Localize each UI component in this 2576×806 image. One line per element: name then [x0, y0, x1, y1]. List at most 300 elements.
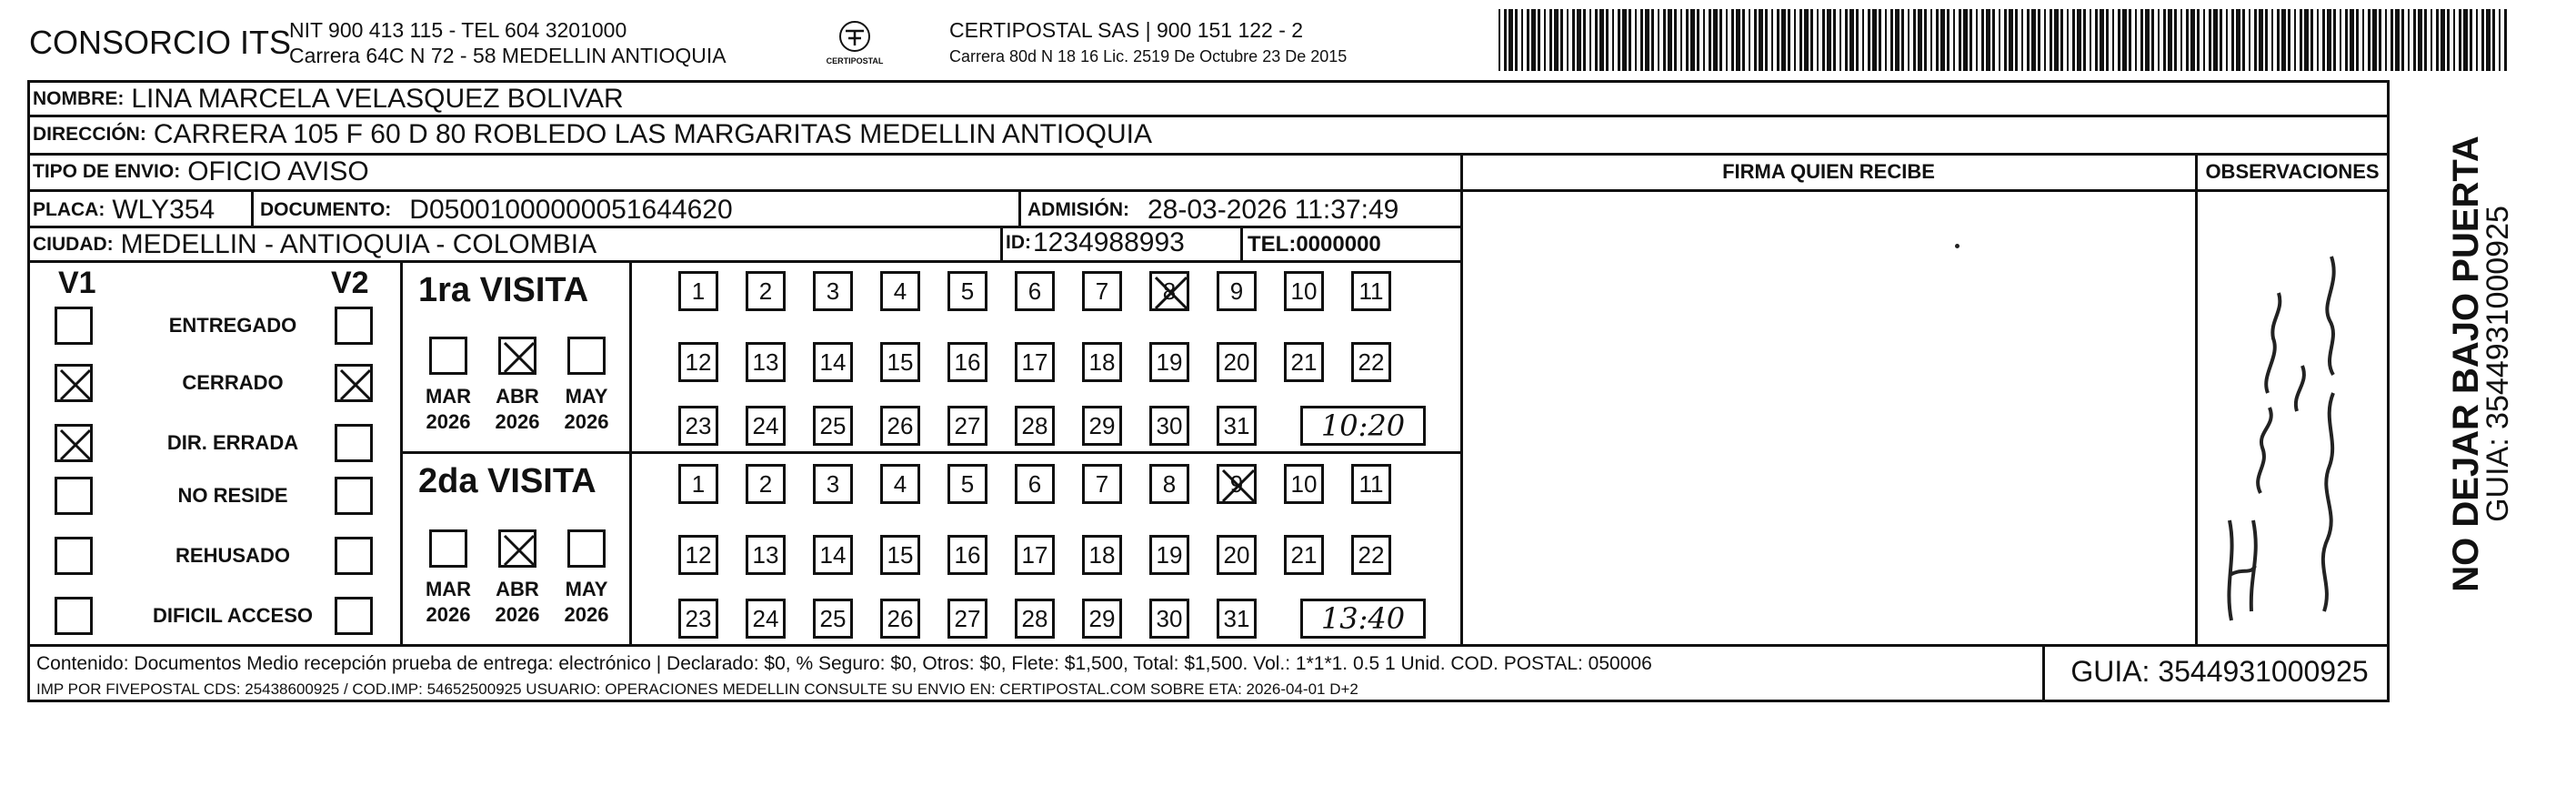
barcode-bar	[2180, 9, 2182, 71]
company-name: CONSORCIO ITS	[29, 24, 292, 61]
barcode-bar	[1531, 9, 1536, 71]
barcode-bar	[2281, 9, 2286, 71]
barcode-bar	[2372, 9, 2377, 71]
barcode-bar	[1924, 9, 1927, 71]
month-name: MAY	[565, 385, 608, 408]
barcode-bar	[2151, 9, 2154, 71]
barcode-bar	[1703, 9, 1705, 71]
visit1-month-checkbox-2[interactable]	[567, 337, 606, 375]
day-number: 26	[887, 411, 914, 439]
barcode-bar	[1777, 9, 1779, 71]
barcode-bar	[2385, 9, 2387, 71]
visit2-month-checkbox-0[interactable]	[429, 529, 467, 568]
v2-checkbox-0[interactable]	[335, 307, 373, 345]
month-year: 2026	[564, 410, 609, 433]
visit2-day-29[interactable]	[1082, 599, 1122, 639]
visit1-day-31[interactable]	[1217, 406, 1257, 446]
barcode-bar	[2231, 9, 2234, 71]
admission-field	[1027, 195, 1455, 226]
logo-text: CERTIPOSTAL	[826, 56, 884, 65]
barcode-bar	[2499, 9, 2501, 71]
barcode-bar	[2431, 9, 2432, 71]
day-number: 26	[887, 604, 914, 632]
side-guia: GUIA: 3544931000925	[2481, 206, 2515, 522]
barcode-bar	[2038, 9, 2040, 71]
visit2-day-17[interactable]	[1015, 535, 1055, 575]
barcode-bar	[2463, 9, 2468, 71]
barcode-bar	[2060, 9, 2063, 71]
visit2-day-1[interactable]	[678, 464, 718, 504]
day-number: 1	[691, 277, 706, 305]
barcode-bar	[2163, 9, 2166, 71]
barcode-bar	[2226, 9, 2228, 71]
barcode-bar	[2277, 9, 2280, 71]
visit1-day-28[interactable]	[1015, 406, 1055, 446]
footer-contents: Contenido: Documentos Medio recepción prueba de entrega: electrónico | Declarado: $0, % Seguro: $0, Otros: $0, Flete: $1,500, Total: $1,500. Vol.: 1*1*1. 0.5 1 Unid. COD. POSTAL: 050006	[36, 653, 1652, 674]
visit1-day-16[interactable]	[947, 342, 987, 382]
visit1-day-20[interactable]	[1217, 342, 1257, 382]
visit1-day-30[interactable]	[1149, 406, 1189, 446]
document-field	[260, 195, 1015, 226]
day-number: 8	[1162, 469, 1177, 498]
visit2-title: 2da VISITA	[418, 462, 596, 500]
day-number: 16	[954, 348, 981, 376]
name-field	[33, 86, 2379, 113]
visit1-day-7[interactable]	[1082, 271, 1122, 311]
barcode-bar	[2197, 9, 2200, 71]
tel-value: 0000000	[1296, 232, 1381, 257]
visit1-day-6[interactable]	[1015, 271, 1055, 311]
stray-mark	[1955, 244, 1960, 248]
visit1-month-checkbox-0[interactable]	[429, 337, 467, 375]
barcode-bar	[1872, 9, 1877, 71]
barcode-bar	[2027, 9, 2030, 71]
visit2-day-2[interactable]	[746, 464, 786, 504]
visit1-day-14[interactable]	[813, 342, 853, 382]
day-number: 6	[1027, 469, 1042, 498]
barcode-bar	[2054, 9, 2059, 71]
visit1-day-24[interactable]	[746, 406, 786, 446]
barcode-bar	[1879, 9, 1881, 71]
barcode-bar	[2009, 9, 2013, 71]
barcode-bar	[2077, 9, 2081, 71]
barcode-bar	[1817, 9, 1819, 71]
barcode-bar	[2294, 9, 2296, 71]
day-number: 14	[819, 540, 847, 569]
day-number: 6	[1027, 277, 1042, 305]
visit1-day-26[interactable]	[880, 406, 920, 446]
visit1-day-19[interactable]	[1149, 342, 1189, 382]
visit2-day-8[interactable]	[1149, 464, 1189, 504]
barcode-bar	[1690, 9, 1695, 71]
barcode-bar	[1794, 9, 1796, 71]
day-number: 4	[893, 469, 907, 498]
status-label: ENTREGADO	[168, 314, 297, 337]
barcode-bar	[1822, 9, 1825, 71]
status-label: DIR. ERRADA	[166, 431, 299, 454]
visit2-day-7[interactable]	[1082, 464, 1122, 504]
v2-checkbox-4[interactable]	[335, 537, 373, 575]
status-label: DIFICIL ACCESO	[152, 604, 313, 627]
barcode-bar	[1759, 9, 1763, 71]
barcode-bar	[1963, 9, 1968, 71]
barcode-bar	[2310, 9, 2313, 71]
barcode-bar	[1845, 9, 1848, 71]
visit1-title: 1ra VISITA	[418, 271, 589, 309]
barcode-bar	[1970, 9, 1972, 71]
visit2-day-27[interactable]	[947, 599, 987, 639]
barcode-bar	[2095, 9, 2098, 71]
visit1-day-10[interactable]	[1284, 271, 1324, 311]
courier-name: CERTIPOSTAL SAS | 900 151 122 - 2	[949, 18, 1304, 42]
day-number: 29	[1088, 604, 1116, 632]
status-label: REHUSADO	[175, 544, 290, 567]
barcode-bar	[1618, 9, 1620, 71]
visit2-day-28[interactable]	[1015, 599, 1055, 639]
barcode-bar	[2476, 9, 2478, 71]
barcode-bar	[2174, 9, 2177, 71]
visit2-month-label-0	[416, 577, 480, 628]
barcode-bar	[2288, 9, 2290, 71]
barcode-bar	[1544, 9, 1546, 71]
barcode-bar	[2350, 9, 2354, 71]
barcode-bar	[2090, 9, 2091, 71]
day-number: 3	[826, 469, 840, 498]
signature-title: FIRMA QUIEN RECIBE	[1722, 160, 1935, 183]
barcode-bar	[1895, 9, 1899, 71]
barcode-bar	[2015, 9, 2018, 71]
visit2-day-16[interactable]	[947, 535, 987, 575]
day-number: 12	[685, 348, 712, 376]
visit1-day-25[interactable]	[813, 406, 853, 446]
day-number: 23	[685, 604, 712, 632]
v1-checkbox-2[interactable]	[55, 424, 93, 462]
barcode-bar	[2203, 9, 2205, 71]
barcode-bar	[2408, 9, 2410, 71]
barcode-bar	[1908, 9, 1909, 71]
day-number: 30	[1156, 604, 1183, 632]
visit1-day-17[interactable]	[1015, 342, 1055, 382]
barcode-bar	[2340, 9, 2341, 71]
barcode-bar	[1663, 9, 1666, 71]
visit2-day-23[interactable]	[678, 599, 718, 639]
visit1-day-2[interactable]	[746, 271, 786, 311]
barcode-bar	[2112, 9, 2114, 71]
certipostal-logo	[818, 16, 891, 71]
visit2-day-11[interactable]	[1351, 464, 1391, 504]
visit1-month-checkbox-1[interactable]	[498, 337, 536, 375]
day-number: 11	[1358, 277, 1384, 305]
visit2-time-box[interactable]: 13:40	[1300, 599, 1426, 639]
barcode-bar	[2118, 9, 2120, 71]
day-number: 1	[691, 469, 706, 498]
day-number: 10	[1290, 277, 1318, 305]
barcode-bar	[1521, 9, 1523, 71]
v2-checkbox-1[interactable]	[335, 364, 373, 402]
day-number: 27	[954, 604, 981, 632]
visit2-day-9[interactable]	[1217, 464, 1257, 504]
company-address: Carrera 64C N 72 - 58 MEDELLIN ANTIOQUIA	[289, 44, 727, 67]
day-number: 31	[1223, 411, 1250, 439]
id-label: ID:	[1006, 232, 1031, 253]
barcode-bar	[1940, 9, 1945, 71]
barcode-bar	[2413, 9, 2416, 71]
barcode-bar	[2333, 9, 2336, 71]
recipient-address: CARRERA 105 F 60 D 80 ROBLEDO LAS MARGARITAS MEDELLIN ANTIOQUIA	[153, 120, 1152, 149]
barcode-bar	[2129, 9, 2131, 71]
v1-checkbox-5[interactable]	[55, 597, 93, 635]
v2-label: V2	[331, 266, 369, 300]
footer-guia: GUIA: 3544931000925	[2070, 655, 2369, 688]
barcode-bar	[1953, 9, 1955, 71]
barcode-bar	[2220, 9, 2222, 71]
barcode-bar	[2072, 9, 2075, 71]
day-number: 13	[752, 348, 779, 376]
barcode-bar	[2050, 9, 2052, 71]
barcode-bar	[2271, 9, 2273, 71]
barcode-bar	[2242, 9, 2245, 71]
barcode-bar	[2249, 9, 2250, 71]
day-number: 13	[752, 540, 779, 569]
barcode-bar	[1668, 9, 1672, 71]
barcode-bar	[2424, 9, 2427, 71]
v1-checkbox-1[interactable]	[55, 364, 93, 402]
visit1-month-label-1	[486, 384, 549, 435]
visit1-day-5[interactable]	[947, 271, 987, 311]
visit2-day-4[interactable]	[880, 464, 920, 504]
day-number: 18	[1088, 540, 1116, 569]
visit1-day-11[interactable]	[1351, 271, 1391, 311]
visit1-day-22[interactable]	[1351, 342, 1391, 382]
day-number: 25	[819, 411, 847, 439]
barcode-bar	[1549, 9, 1552, 71]
barcode-bar	[1868, 9, 1870, 71]
x-mark-icon	[1152, 274, 1192, 314]
barcode-bar	[2322, 9, 2325, 71]
barcode-bar	[1680, 9, 1682, 71]
visit1-day-29[interactable]	[1082, 406, 1122, 446]
visit2-day-3[interactable]	[813, 464, 853, 504]
visit2-month-checkbox-2[interactable]	[567, 529, 606, 568]
visit1-day-27[interactable]	[947, 406, 987, 446]
city-label: CIUDAD:	[33, 234, 114, 255]
visit1-day-3[interactable]	[813, 271, 853, 311]
barcode-bar	[1560, 9, 1563, 71]
v1-checkbox-3[interactable]	[55, 477, 93, 515]
v1-checkbox-0[interactable]	[55, 307, 93, 345]
visit1-day-21[interactable]	[1284, 342, 1324, 382]
barcode-bar	[2031, 9, 2036, 71]
barcode-bar	[1527, 9, 1529, 71]
barcode-bar	[2236, 9, 2240, 71]
barcode-bar	[1731, 9, 1734, 71]
visit2-day-10[interactable]	[1284, 464, 1324, 504]
barcode-bar	[1976, 9, 1978, 71]
barcode-bar	[1999, 9, 2000, 71]
visit2-day-5[interactable]	[947, 464, 987, 504]
barcode-bar	[1498, 9, 1500, 71]
admission-value: 28-03-2026 11:37:49	[1148, 195, 1399, 225]
barcode-bar	[1697, 9, 1699, 71]
day-number: 28	[1021, 411, 1048, 439]
barcode-bar	[2209, 9, 2211, 71]
day-number: 7	[1095, 469, 1109, 498]
barcode-bar	[2436, 9, 2439, 71]
visit1-time-box[interactable]: 10:20	[1300, 406, 1426, 446]
barcode-bar	[1635, 9, 1637, 71]
month-name: MAR	[425, 385, 472, 408]
barcode-bar	[2067, 9, 2069, 71]
recipient-name: LINA MARCELA VELASQUEZ BOLIVAR	[131, 86, 624, 113]
barcode-bar	[2486, 9, 2491, 71]
visit1-day-8[interactable]	[1149, 271, 1189, 311]
month-year: 2026	[564, 603, 609, 626]
visit2-day-26[interactable]	[880, 599, 920, 639]
day-number: 30	[1156, 411, 1183, 439]
barcode-bar	[2158, 9, 2160, 71]
month-name: MAY	[565, 578, 608, 600]
document-value: D05001000000051644620	[409, 195, 733, 225]
barcode-bar	[2470, 9, 2472, 71]
company-nit: NIT 900 413 115 - TEL 604 3201000	[289, 18, 627, 42]
day-number: 31	[1223, 604, 1250, 632]
tel-field	[1248, 231, 1457, 258]
barcode-bar	[2168, 9, 2172, 71]
day-number: 2	[758, 277, 773, 305]
visit1-month-label-2	[555, 384, 618, 435]
x-mark-icon	[501, 339, 539, 378]
barcode-bar	[2259, 9, 2263, 71]
visit2-month-label-1	[486, 577, 549, 628]
visit2-day-22[interactable]	[1351, 535, 1391, 575]
day-number: 11	[1358, 469, 1384, 498]
visit1-day-12[interactable]	[678, 342, 718, 382]
x-mark-icon	[337, 367, 376, 405]
barcode-bar	[1804, 9, 1809, 71]
barcode-bar	[2362, 9, 2364, 71]
barcode-bar	[1554, 9, 1559, 71]
visit1-day-1[interactable]	[678, 271, 718, 311]
barcode-bar	[2083, 9, 2086, 71]
day-number: 24	[752, 411, 779, 439]
barcode-bar	[1992, 9, 1995, 71]
visit1-day-4[interactable]	[880, 271, 920, 311]
visit1-day-13[interactable]	[746, 342, 786, 382]
day-number: 29	[1088, 411, 1116, 439]
barcode-bar	[1645, 9, 1649, 71]
v2-checkbox-5[interactable]	[335, 597, 373, 635]
plate-value: WLY354	[112, 195, 216, 225]
visit2-day-19[interactable]	[1149, 535, 1189, 575]
barcode-bar	[2504, 9, 2507, 71]
day-number: 16	[954, 540, 981, 569]
city-value: MEDELLIN - ANTIOQUIA - COLOMBIA	[120, 229, 597, 259]
status-label: NO RESIDE	[177, 484, 288, 507]
barcode-bar	[2186, 9, 2189, 71]
barcode-bar	[1606, 9, 1609, 71]
visit2-day-21[interactable]	[1284, 535, 1324, 575]
barcode-bar	[1788, 9, 1790, 71]
barcode-bar	[2481, 9, 2484, 71]
barcode-bar	[1781, 9, 1786, 71]
visit2-day-24[interactable]	[746, 599, 786, 639]
visit2-day-25[interactable]	[813, 599, 853, 639]
barcode-bar	[1674, 9, 1677, 71]
v2-checkbox-2[interactable]	[335, 424, 373, 462]
visit2-day-6[interactable]	[1015, 464, 1055, 504]
visit2-day-31[interactable]	[1217, 599, 1257, 639]
barcode-bar	[1726, 9, 1728, 71]
visit2-day-12[interactable]	[678, 535, 718, 575]
day-number: 21	[1290, 540, 1318, 569]
day-number: 15	[887, 540, 914, 569]
visit2-day-14[interactable]	[813, 535, 853, 575]
barcode-bar	[1930, 9, 1932, 71]
barcode-bar	[1890, 9, 1893, 71]
barcode-bar	[1640, 9, 1643, 71]
barcode-bar	[1736, 9, 1740, 71]
plate-label: PLACA:	[33, 199, 105, 220]
barcode-bar	[2265, 9, 2268, 71]
barcode-bar	[2317, 9, 2319, 71]
month-name: ABR	[496, 578, 539, 600]
visit2-month-checkbox-1[interactable]	[498, 529, 536, 568]
barcode-bar	[1947, 9, 1950, 71]
visit1-day-9[interactable]	[1217, 271, 1257, 311]
day-number: 17	[1021, 348, 1048, 376]
visit2-day-18[interactable]	[1082, 535, 1122, 575]
visit1-month-label-0	[416, 384, 480, 435]
barcode-bar	[2492, 9, 2495, 71]
barcode-bar	[1515, 9, 1518, 71]
city-field	[33, 229, 997, 260]
barcode-bar	[1504, 9, 1507, 71]
visit2-day-30[interactable]	[1149, 599, 1189, 639]
barcode-bar	[2304, 9, 2309, 71]
visit1-day-23[interactable]	[678, 406, 718, 446]
barcode-bar	[1612, 9, 1614, 71]
visit2-day-13[interactable]	[746, 535, 786, 575]
name-label: NOMBRE:	[33, 88, 125, 109]
month-year: 2026	[495, 410, 540, 433]
day-number: 5	[960, 469, 975, 498]
visit2-day-15[interactable]	[880, 535, 920, 575]
barcode-bar	[2254, 9, 2257, 71]
barcode-bar	[1651, 9, 1654, 71]
v1-checkbox-4[interactable]	[55, 537, 93, 575]
barcode-bar	[1827, 9, 1831, 71]
barcode-bar	[2106, 9, 2109, 71]
day-number: 18	[1088, 348, 1116, 376]
address-field	[33, 120, 2379, 149]
barcode-bar	[2213, 9, 2218, 71]
visit1-day-18[interactable]	[1082, 342, 1122, 382]
barcode	[1498, 9, 2510, 71]
barcode-bar	[1719, 9, 1722, 71]
v2-checkbox-3[interactable]	[335, 477, 373, 515]
footer-imp: IMP POR FIVEPOSTAL CDS: 25438600925 / COD.IMP: 54652500925 USUARIO: OPERACIONES MEDELLIN CONSULTE SU ENVIO EN: CERTIPOSTAL.COM SOBRE ETA: 2026-04-01 D+2	[36, 680, 1358, 698]
day-number: 14	[819, 348, 847, 376]
barcode-bar	[2418, 9, 2422, 71]
barcode-bar	[2368, 9, 2371, 71]
visit2-day-20[interactable]	[1217, 535, 1257, 575]
barcode-bar	[2300, 9, 2302, 71]
status-label: CERRADO	[182, 371, 284, 394]
day-number: 9	[1229, 469, 1244, 498]
barcode-bar	[1509, 9, 1513, 71]
barcode-bar	[1771, 9, 1773, 71]
visit1-day-15[interactable]	[880, 342, 920, 382]
